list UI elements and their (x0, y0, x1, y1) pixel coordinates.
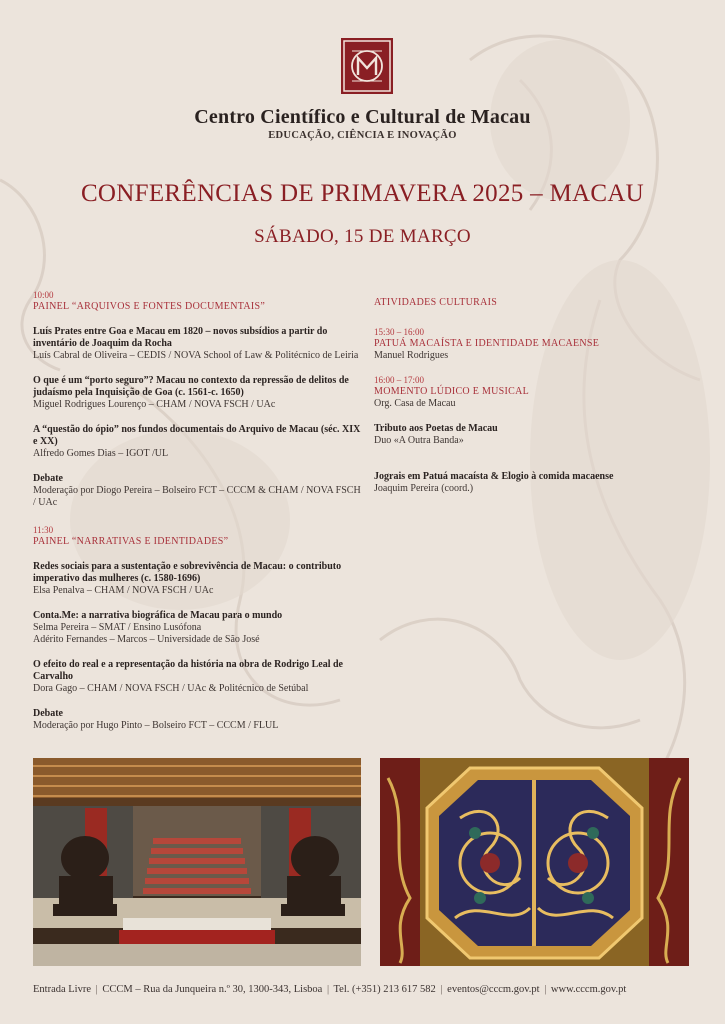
activity-subitem-detail: Duo «A Outra Banda» (374, 435, 464, 446)
panel2-time: 11:30 (33, 525, 54, 535)
activity-time: 16:00 – 17:00 (374, 375, 425, 385)
talk-title: A “questão do ópio” nos fundos documentais do Arquivo de Macau (séc. XIX e XX) (33, 424, 361, 447)
talk-author: Dora Gago – CHAM / NOVA FSCH / UAc & Politécnico de Setúbal (33, 683, 309, 694)
activity-title: MOMENTO LÚDICO E MUSICAL (374, 386, 530, 397)
organization-name: Centro Científico e Cultural de Macau (194, 106, 531, 128)
activity-subitem-title: Jograis em Patuá macaísta & Elogio à comida macaense (374, 471, 614, 482)
talk (33, 561, 363, 597)
talk-author: Moderação por Diogo Pereira – Bolseiro FCT – CCCM & CHAM / NOVA FSCH / UAc (33, 485, 361, 508)
program-right-column (374, 297, 694, 495)
talk (33, 659, 363, 695)
talk (33, 424, 363, 460)
footer-separator: | (440, 984, 443, 995)
footer-separator: | (326, 984, 330, 995)
activity-subitem-title: Tributo aos Poetas de Macau (374, 423, 498, 434)
activity-detail: Manuel Rodrigues (374, 350, 449, 361)
talk-title: O efeito do real e a representação da história na obra de Rodrigo Leal de Carvalho (33, 659, 343, 682)
activity-title: PATUÁ MACAÍSTA E IDENTIDADE MACAENSE (374, 338, 600, 349)
program-left-column (33, 290, 363, 732)
ornate-door-photo (380, 758, 689, 966)
footer-website[interactable]: www.cccm.gov.pt (550, 984, 627, 995)
talk-title: Redes sociais para a sustentação e sobrevivência de Macau: o contributo imperativo das mulheres (c. 1580-1696) (33, 561, 342, 584)
event-title: CONFERÊNCIAS DE PRIMAVERA 2025 – MACAU (80, 180, 645, 207)
activity-time: 15:30 – 16:00 (374, 327, 425, 337)
footer-separator: | (95, 984, 98, 995)
activity-detail: Org. Casa de Macau (374, 398, 456, 409)
footer-entry: Entrada Livre (33, 984, 92, 995)
talk-title: Debate (33, 708, 63, 719)
footer-phone: Tel. (+351) 213 617 582 (333, 984, 436, 995)
talk-author: Elsa Penalva – CHAM / NOVA FSCH / UAc (33, 585, 214, 596)
event-date: SÁBADO, 15 DE MARÇO (254, 226, 471, 247)
footer-separator: | (544, 984, 547, 995)
footer-email[interactable]: eventos@cccm.gov.pt (447, 984, 540, 995)
talk-author: Adérito Fernandes – Marcos – Universidade de São José (33, 634, 260, 645)
hall-photo (33, 758, 361, 966)
talk-title: Luís Prates entre Goa e Macau em 1820 – novos subsídios a partir do inventário de Joaquim da Rocha (33, 326, 328, 349)
talk-author: Miguel Rodrigues Lourenço – CHAM / NOVA FSCH / UAc (33, 399, 276, 410)
panel2-title: PAINEL “NARRATIVAS E IDENTIDADES” (33, 536, 229, 547)
talk (33, 473, 363, 509)
talk-title: Debate (33, 473, 63, 484)
organization-subtitle: EDUCAÇÃO, CIÊNCIA E INOVAÇÃO (268, 130, 457, 141)
talk-title: O que é um “porto seguro”? Macau no contexto da repressão de delitos de judaísmo pela Inquisição de Goa (c. 1561-c. 1650) (33, 375, 349, 398)
footer-contact (33, 984, 703, 995)
activity-subitem-detail: Joaquim Pereira (coord.) (374, 483, 474, 494)
cultural-heading: ATIVIDADES CULTURAIS (374, 297, 498, 308)
cccm-logo (340, 37, 394, 95)
talk (33, 708, 363, 732)
talk (33, 375, 363, 411)
talk-author: Luís Cabral de Oliveira – CEDIS / NOVA School of Law & Politécnico de Leiria (33, 350, 359, 361)
talk (33, 326, 363, 362)
footer-address: CCCM – Rua da Junqueira n.º 30, 1300-343, Lisboa (102, 984, 323, 995)
talk-title: Conta.Me: a narrativa biográfica de Macau para o mundo (33, 610, 283, 621)
talk-author: Alfredo Gomes Dias – IGOT /UL (33, 448, 169, 459)
talk-author: Selma Pereira – SMAT / Ensino Lusófona (33, 622, 202, 633)
panel1-time: 10:00 (33, 290, 54, 300)
talk (33, 610, 363, 646)
talk-author: Moderação por Hugo Pinto – Bolseiro FCT – CCCM / FLUL (33, 720, 279, 731)
panel1-title: PAINEL “ARQUIVOS E FONTES DOCUMENTAIS” (33, 301, 266, 312)
